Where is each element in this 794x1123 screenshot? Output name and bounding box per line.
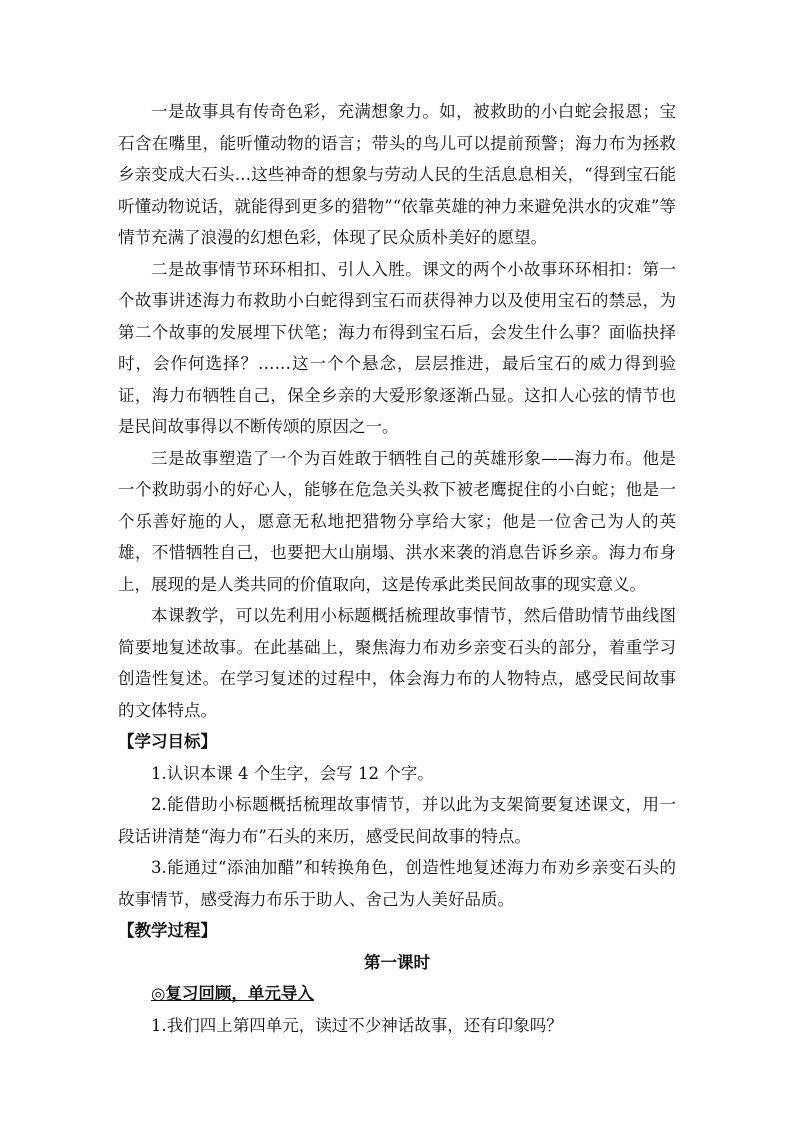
lesson-title: 第一课时	[364, 952, 430, 972]
learning-goals-heading: 【学习目标】	[118, 732, 217, 751]
paragraph-teaching-approach: 本课教学，可以先利用小标题概括梳理故事情节，然后借助情节曲线图简要地复述故事。在此基础上，聚焦海力布劝乡亲变石头的部分，着重学习创造性复述。在学习复述的过程中，体会海力布的人物特点，感受民间故事的文体特点。	[118, 606, 676, 720]
learning-goal-1: 1.认识本课 4 个生字，会写 12 个字。	[151, 763, 434, 783]
section-marker: ◎	[151, 984, 166, 1003]
paragraph-plot-structure: 二是故事情节环环相扣、引人入胜。课文的两个小故事环环相扣：第一个故事讲述海力布救助小白蛇得到宝石而获得神力以及使用宝石的禁忌，为第二个故事的发展埋下伏笔；海力布得到宝石后，会发生什么事？面临抉择时，会作何选择？……这一个个悬念，层层推进，最后宝石的威力得到验证，海力布牺牲自己，保全乡亲的大爱形象逐渐凸显。这扣人心弦的情节也是民间故事得以不断传颂的原因之一。	[118, 259, 676, 436]
section-title: 复习回顾，单元导入	[165, 984, 314, 1003]
section-heading	[118, 978, 676, 1010]
teaching-process-heading: 【教学过程】	[118, 921, 217, 940]
review-question: 1.我们四上第四单元，读过不少神话故事，还有印象吗？	[151, 1015, 563, 1035]
learning-goal-2: 2.能借助小标题概括梳理故事情节，并以此为支架简要复述课文，用一段话讲清楚“海力布”石头的来历，感受民间故事的特点。	[118, 795, 676, 846]
learning-goal-3: 3.能通过“添油加醋”和转换角色，创造性地复述海力布劝乡亲变石头的故事情节，感受海力布乐于助人、舍己为人美好品质。	[118, 858, 676, 909]
paragraph-legendary-color: 一是故事具有传奇色彩，充满想象力。如，被救助的小白蛇会报恩；宝石含在嘴里，能听懂动物的语言；带头的鸟儿可以提前预警；海力布为拯救乡亲变成大石头…这些神奇的想象与劳动人民的生活息息相关，“得到宝石能听懂动物说话，就能得到更多的猎物”“依靠英雄的神力来避免洪水的灾难”等情节充满了浪漫的幻想色彩，体现了民众质朴美好的愿望。	[118, 102, 676, 247]
document-page	[118, 96, 676, 1041]
paragraph-hero-image: 三是故事塑造了一个为百姓敢于牺牲自己的英雄形象——海力布。他是一个救助弱小的好心人，能够在危急关头救下被老鹰捉住的小白蛇；他是一个乐善好施的人，愿意无私地把猎物分享给大家；他是一位舍己为人的英雄，不惜牺牲自己，也要把大山崩塌、洪水来袭的消息告诉乡亲。海力布身上，展现的是人类共同的价值取向，这是传承此类民间故事的现实意义。	[118, 448, 676, 594]
